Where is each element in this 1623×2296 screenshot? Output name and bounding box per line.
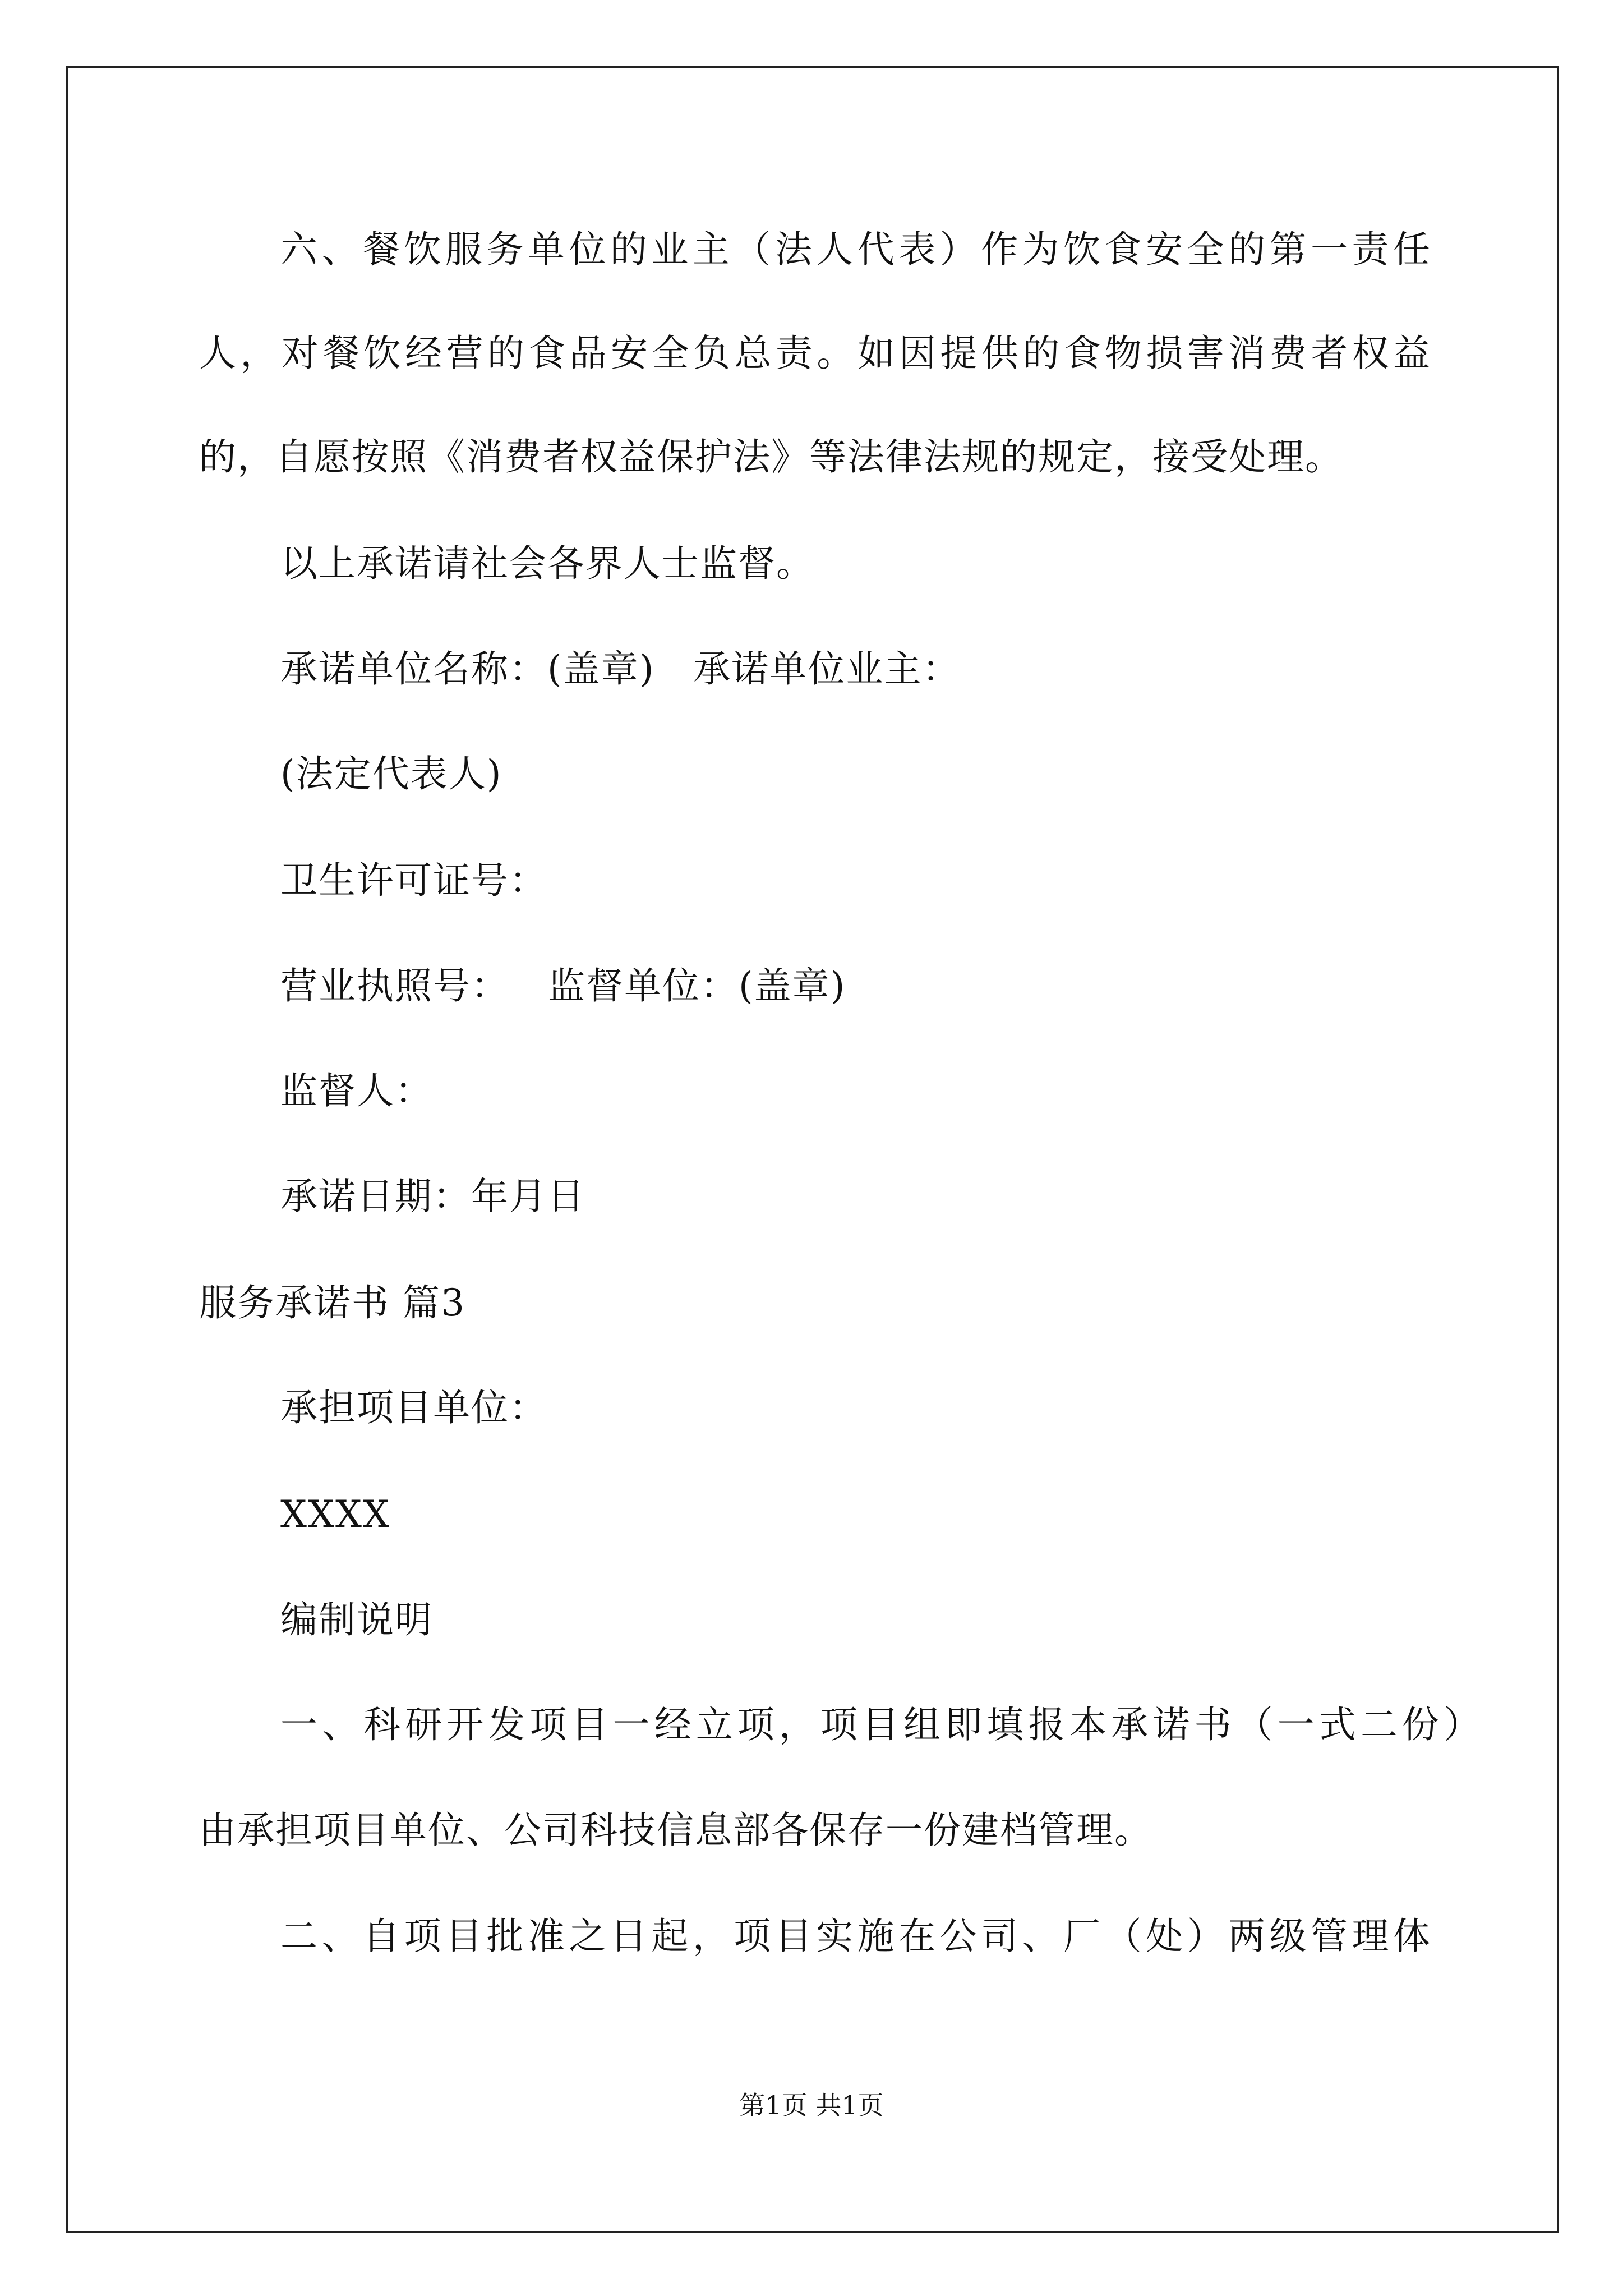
item-1-line-2: 由承担项目单位、公司科技信息部各保存一份建档管理。 — [199, 1809, 1152, 1852]
section-title: 服务承诺书 篇3 — [199, 1281, 465, 1324]
supervisor-line: 监督人： — [280, 1069, 433, 1112]
license-number: 卫生许可证号： — [280, 859, 547, 902]
item-1-line-1: 一、科研开发项目一经立项，项目组即填报本承诺书（一式二份） — [280, 1703, 1481, 1746]
page-border — [66, 66, 1559, 2233]
undertaking-unit-label: 承担项目单位： — [280, 1386, 547, 1429]
page-indicator: 第1页 共1页 — [739, 2090, 884, 2120]
unit-name: XXXX — [280, 1493, 390, 1536]
supervision-note: 以上承诺请社会各界人士监督。 — [280, 542, 814, 585]
compilation-note-heading: 编制说明 — [280, 1598, 433, 1641]
promise-date: 承诺日期：年月日 — [280, 1175, 585, 1218]
paragraph-6-line-1: 六、餐饮服务单位的业主（法人代表）作为饮食安全的第一责任 — [280, 228, 1430, 271]
item-2-line-1: 二、自项目批准之日起，项目实施在公司、厂（处）两级管理体 — [280, 1915, 1430, 1958]
business-license-line: 营业执照号： 监督单位：(盖章) — [280, 964, 846, 1007]
paragraph-6-line-2: 人，对餐饮经营的食品安全负总责。如因提供的食物损害消费者权益 — [199, 332, 1430, 375]
signature-line-2: (法定代表人) — [280, 752, 502, 795]
paragraph-6-line-3: 的，自愿按照《消费者权益保护法》等法律法规的规定，接受处理。 — [199, 435, 1343, 478]
signature-line-1: 承诺单位名称：(盖章) 承诺单位业主： — [280, 647, 961, 691]
